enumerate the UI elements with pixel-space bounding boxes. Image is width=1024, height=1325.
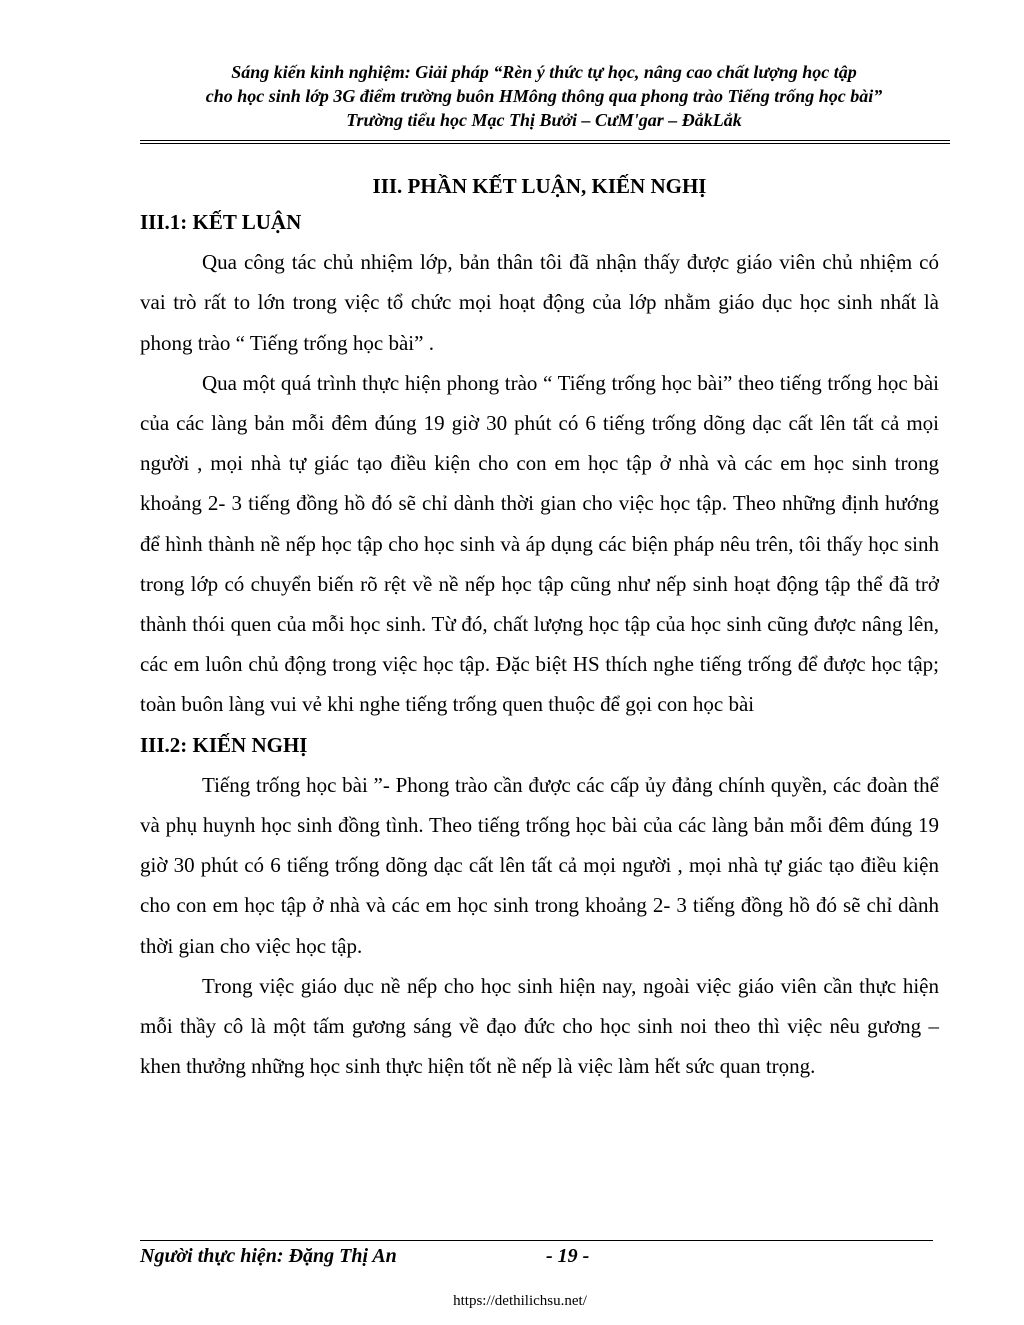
recommendation-paragraph-1: Tiếng trống học bài ”- Phong trào cần được các cấp ủy đảng chính quyền, các đoàn thể và phụ huynh học sinh đồng tình. Theo tiếng trống học bài của các làng bản mỗi đêm đúng 19 giờ 30 phút có 6 tiếng trống dõng dạc cất lên tất cả mọi người , mọi nhà tự giác tạo điều kiện cho con em học tập ở nhà và các em học sinh trong khoảng 2- 3 tiếng đồng hồ đó sẽ chỉ dành thời gian cho việc học tập. xyxy=(140,772,939,958)
header-divider xyxy=(140,140,950,144)
footer-url-container xyxy=(0,1291,1024,1311)
conclusion-heading: III.1: KẾT LUẬN xyxy=(140,210,302,234)
page-number: - 19 - xyxy=(546,1245,590,1267)
conclusion-paragraph-2: Qua một quá trình thực hiện phong trào “ Tiếng trống học bài” theo tiếng trống học bài của các làng bản mỗi đêm đúng 19 giờ 30 phút có 6 tiếng trống dõng dạc cất lên tất cả mọi người , mọi nhà tự giác tạo điều kiện cho con em học tập ở nhà và các em học sinh trong khoảng 2- 3 tiếng đồng hồ đó sẽ chỉ dành thời gian cho việc học tập. Theo những định hướng để hình thành nề nếp học tập cho học sinh và áp dụng các biện pháp nêu trên, tôi thấy học sinh trong lớp có chuyển biến rõ rệt về nề nếp học tập cũng như nếp sinh hoạt động tập thể đã trở thành thói quen của mỗi học sinh. Từ đó, chất lượng học tập của học sinh cũng được nâng lên, các em luôn chủ động trong việc học tập. Đặc biệt HS thích nghe tiếng trống để được học tập; toàn buôn làng vui vẻ khi nghe tiếng trống quen thuộc để gọi con học bài xyxy=(140,370,939,717)
recommendation-heading: III.2: KIẾN NGHỊ xyxy=(140,732,308,757)
document-body xyxy=(140,158,939,1086)
recommendation-paragraph-2: Trong việc giáo dục nề nếp cho học sinh hiện nay, ngoài việc giáo viên cần thực hiện mỗi thầy cô là một tấm gương sáng về đạo đức cho học sinh noi theo thì việc nêu gương – khen thưởng những học sinh thực hiện tốt nề nếp là việc làm hết sức quan trọng. xyxy=(140,973,939,1079)
footer-author: Người thực hiện: Đặng Thị An xyxy=(140,1245,397,1267)
page-header xyxy=(140,60,948,132)
conclusion-paragraph-1: Qua công tác chủ nhiệm lớp, bản thân tôi đã nhận thấy được giáo viên chủ nhiệm có vai trò rất to lớn trong việc tổ chức mọi hoạt động của lớp nhằm giáo dục học sinh nhất là phong trào “ Tiếng trống học bài” . xyxy=(140,250,939,355)
header-line-2: cho học sinh lớp 3G điểm trường buôn HMông thông qua phong trào Tiếng trống học bài” xyxy=(205,86,883,106)
section-title: III. PHẦN KẾT LUẬN, KIẾN NGHỊ xyxy=(372,174,707,198)
header-line-3: Trường tiểu học Mạc Thị Bưởi – CưM'gar – ĐắkLắk xyxy=(346,110,742,130)
source-url-link[interactable]: https://dethilichsu.net/ xyxy=(453,1293,587,1309)
header-line-1: Sáng kiến kinh nghiệm: Giải pháp “Rèn ý thức tự học, nâng cao chất lượng học tập xyxy=(231,62,857,82)
footer-divider xyxy=(140,1240,933,1241)
